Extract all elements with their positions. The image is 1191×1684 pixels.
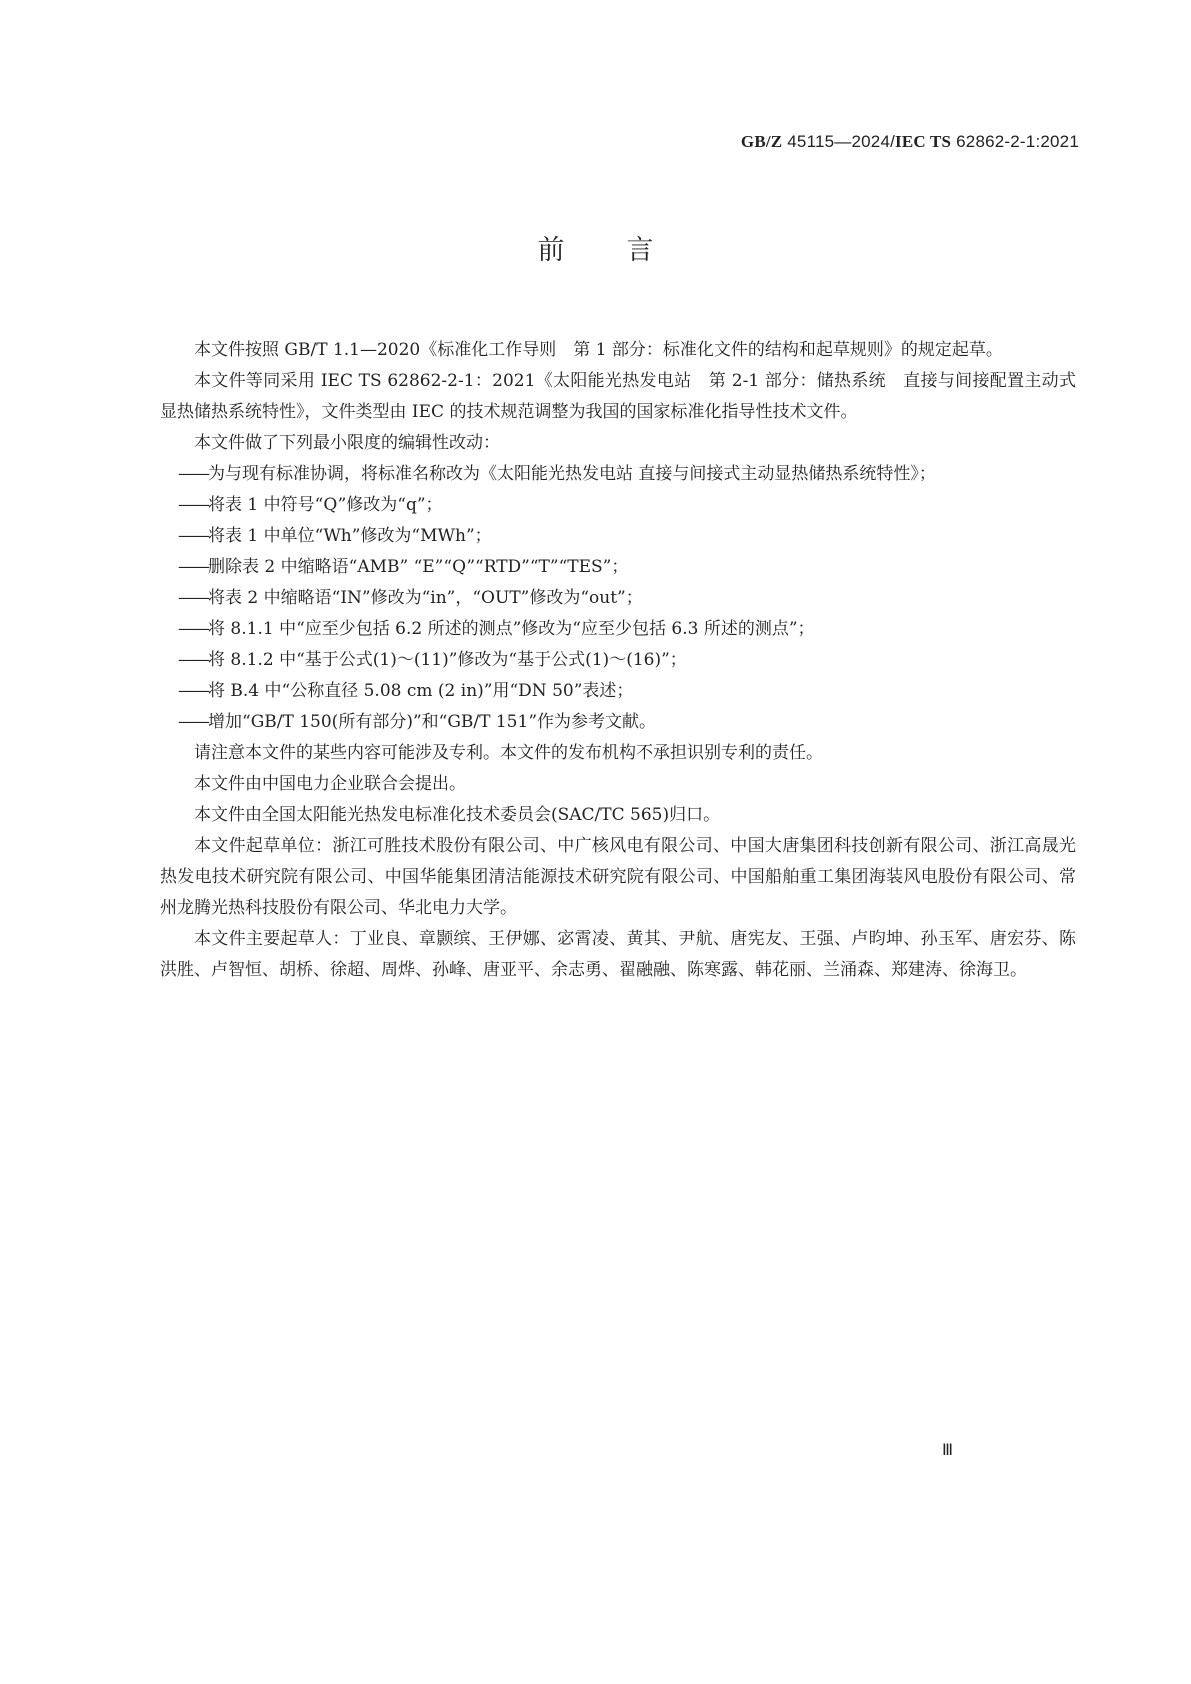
dash-bullet: ——	[178, 650, 208, 670]
paragraph-drafting-rules: 本文件按照 GB/T 1.1—2020《标准化工作导则 第 1 部分：标准化文件的结构和起草规则》的规定起草。	[194, 340, 1003, 360]
change-item: ——将表 2 中缩略语“IN”修改为“in”，“OUT”修改为“out”；	[178, 588, 643, 608]
change-item: ——将表 1 中单位“Wh”修改为“MWh”；	[178, 526, 492, 546]
paragraph-changes-intro: 本文件做了下列最小限度的编辑性改动：	[194, 433, 500, 453]
paragraph-drafters: 本文件主要起草人：丁业良、章颢缤、王伊娜、宓霄凌、黄其、尹航、唐宪友、王强、卢昀坤、孙玉军、唐宏芬、陈洪胜、卢智恒、胡桥、徐超、周烨、孙峰、唐亚平、余志勇、翟融融、陈寒露、韩花丽、兰涌森、郑建涛、徐海卫。	[160, 929, 1076, 980]
paragraph-drafting-units: 本文件起草单位：浙江可胜技术股份有限公司、中广核风电有限公司、中国大唐集团科技创新有限公司、浙江高晟光热发电技术研究院有限公司、中国华能集团清洁能源技术研究院有限公司、中国船舶重工集团海装风电股份有限公司、常州龙腾光热科技股份有限公司、华北电力大学。	[160, 836, 1076, 918]
paragraph-adoption: 本文件等同采用 IEC TS 62862-2-1：2021《太阳能光热发电站 第 2-1 部分：储热系统 直接与间接配置主动式显热储热系统特性》，文件类型由 IEC 的技术规范调整为我国的国家标准化指导性技术文件。	[160, 371, 1076, 422]
foreword-body	[160, 335, 1076, 986]
standard-code-header	[741, 132, 1079, 152]
dash-bullet: ——	[178, 526, 208, 546]
standard-code-iec-number: 62862-2-1:2021	[951, 132, 1079, 151]
change-item: ——将 B.4 中“公称直径 5.08 cm (2 in)”用“DN 50”表述；	[178, 681, 634, 701]
dash-bullet: ——	[178, 588, 208, 608]
standard-code-iec: IEC TS	[895, 132, 952, 151]
paragraph-proposer: 本文件由中国电力企业联合会提出。	[194, 774, 466, 794]
paragraph-committee: 本文件由全国太阳能光热发电标准化技术委员会(SAC/TC 565)归口。	[194, 805, 721, 825]
page-title: 前言	[537, 235, 716, 266]
dash-bullet: ——	[178, 712, 208, 732]
change-item: ——将 8.1.2 中“基于公式(1)～(11)”修改为“基于公式(1)～(16)”；	[178, 650, 687, 670]
paragraph-patent-notice: 请注意本文件的某些内容可能涉及专利。本文件的发布机构不承担识别专利的责任。	[194, 743, 823, 763]
dash-bullet: ——	[178, 464, 208, 484]
change-item: ——删除表 2 中缩略语“AMB” “E”“Q”“RTD”“T”“TES”；	[178, 557, 629, 577]
change-item: ——增加“GB/T 150(所有部分)”和“GB/T 151”作为参考文献。	[178, 712, 657, 732]
standard-code-gbz: GB/Z	[740, 132, 783, 151]
dash-bullet: ——	[178, 619, 208, 639]
dash-bullet: ——	[178, 557, 208, 577]
change-item: ——为与现有标准协调，将标准名称改为《太阳能光热发电站 直接与间接式主动显热储热系统特性》；	[178, 464, 936, 484]
page-number: Ⅲ	[942, 1442, 954, 1459]
dash-bullet: ——	[178, 681, 208, 701]
change-item: ——将 8.1.1 中“应至少包括 6.2 所述的测点”修改为“应至少包括 6.3 所述的测点”；	[178, 619, 815, 639]
dash-bullet: ——	[178, 495, 208, 515]
standard-code-number: 45115—2024/	[782, 132, 896, 151]
change-item: ——将表 1 中符号“Q”修改为“q”；	[178, 495, 443, 515]
